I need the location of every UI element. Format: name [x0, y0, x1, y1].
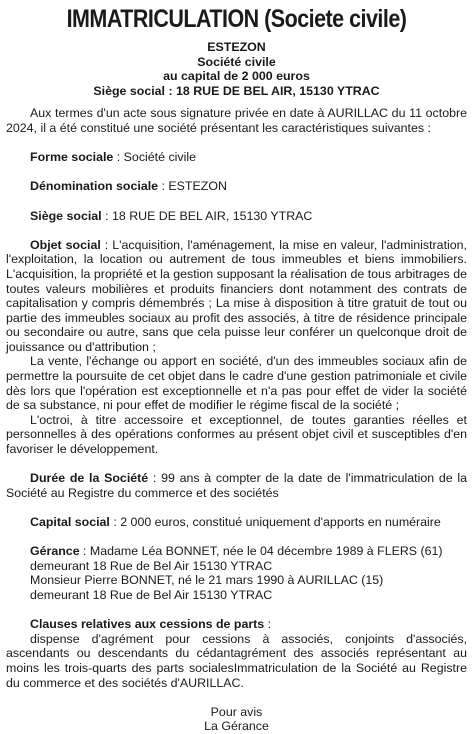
duree-societe — [6, 471, 467, 500]
clauses-heading — [6, 617, 467, 632]
company-type: Société civile — [197, 54, 276, 69]
notice-title: IMMATRICULATION (Societe civile) — [66, 5, 407, 33]
denomination-label: Dénomination sociale — [30, 179, 159, 194]
gerance-label: Gérance — [30, 544, 80, 559]
capital-social — [6, 515, 467, 530]
intro-paragraph: Aux termes d'un acte sous signature privée en date à AURILLAC du 11 octobre 2024, il a été constitué une société présentant les caractéristiques suivantes : — [6, 106, 467, 135]
closing-pour-avis: Pour avis — [210, 704, 263, 719]
objet-text-1: : L'acquisition, l'aménagement, la mise en valeur, l'administration, l'exploitation, la location ou autrement de tous immeubles et biens immobiliers. L'acquisition, la propriété et la gestion supposant la réalisation de tous arbitrages de toutes valeurs mobilières et produits financiers dont notamment des contrats de capitalisation y compris démembrés ; La mise à disposition à titre gratuit de tout ou partie des immeubles sociaux au profit des associés, à titre de résidence principale ou secondaire ou autre, sans que cela puisse leur conférer un quelconque droit de jouissance ou d'attribution ; — [6, 237, 467, 354]
clauses-text: dispense d'agrément pour cessions à associés, conjoints d'associés, ascendants ou descendants du cédantagrément des associés représentant au moins les trois-quarts des parts socialesImmatriculation de la Société au Registre du commerce et des sociétés d'AURILLAC. — [6, 631, 467, 690]
forme-label: Forme sociale — [30, 150, 114, 165]
siege-label: Siège social — [30, 208, 102, 223]
company-siege: Siège social : 18 RUE DE BEL AIR, 15130 YTRAC — [93, 83, 380, 98]
denomination-sociale — [6, 179, 467, 194]
company-name: ESTEZON — [207, 40, 266, 54]
company-capital: au capital de 2 000 euros — [163, 69, 310, 84]
objet-text-2: La vente, l'échange ou apport en société, d'un des immeubles sociaux afin de permettre la poursuite de cet objet dans le cadre d'une gestion patrimoniale et civile dès lors que l'opération est exceptionnelle et n'a pas pour effet de vider la société de sa substance, ni pour effet de modifier le régime fiscal de la société ; — [6, 354, 467, 413]
closing-signature: La Gérance — [204, 719, 269, 734]
objet-social — [6, 238, 467, 355]
clauses-colon: : — [264, 617, 272, 632]
objet-label: Objet social — [30, 237, 101, 252]
clauses-label: Clauses relatives aux cessions de parts — [30, 617, 265, 632]
gerance-line-3: Monsieur Pierre BONNET, né le 21 mars 1990 à AURILLAC (15) — [30, 573, 384, 588]
objet-text-3: L'octroi, à titre accessoire et exceptionnel, de toutes garanties réelles et personnelles à des opérations conformes au présent objet civil et susceptibles d'en favoriser le développement. — [6, 412, 467, 457]
capital-value: : 2 000 euros, constitué uniquement d'apports en numéraire — [109, 515, 441, 529]
forme-value: : Société civile — [113, 150, 196, 165]
denomination-value: : ESTEZON — [158, 179, 227, 194]
siege-social — [6, 209, 467, 224]
forme-sociale — [6, 150, 467, 165]
gerance-line-4: demeurant 18 Rue de Bel Air 15130 YTRAC — [30, 587, 273, 602]
duree-value: : 99 ans à compter de la date de l'immatriculation de la Société au Registre du commerce et des sociétés — [6, 471, 467, 500]
gerance-line-2: demeurant 18 Rue de Bel Air 15130 YTRAC — [30, 558, 273, 573]
gerance — [6, 544, 467, 559]
duree-label: Durée de la Société — [30, 471, 149, 486]
gerance-line-1: : Madame Léa BONNET, née le 04 décembre 1989 à FLERS (61) — [79, 544, 443, 559]
capital-label: Capital social — [30, 515, 110, 529]
siege-value: : 18 RUE DE BEL AIR, 15130 YTRAC — [101, 208, 313, 223]
